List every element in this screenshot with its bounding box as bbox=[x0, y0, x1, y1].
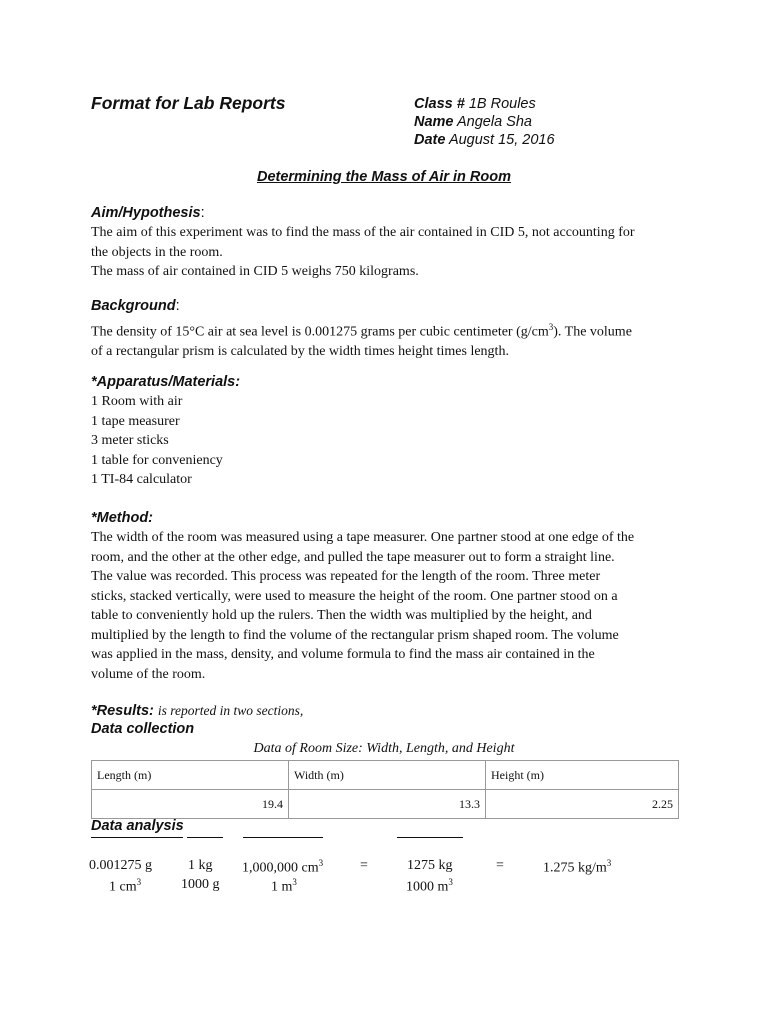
data-collection-heading: Data collection bbox=[91, 721, 195, 737]
table-header-cell: Width (m) bbox=[289, 761, 486, 790]
fraction-bar bbox=[397, 837, 463, 838]
term2-numerator: 1 kg bbox=[188, 858, 213, 873]
aim-line: The mass of air contained in CID 5 weighs 750 kilograms. bbox=[91, 264, 419, 279]
data-analysis-heading: Data analysis bbox=[91, 818, 184, 834]
class-line bbox=[414, 96, 536, 112]
date-label: Date bbox=[414, 132, 446, 148]
name-label: Name bbox=[414, 114, 454, 130]
table-header-row bbox=[92, 761, 679, 790]
method-line: The width of the room was measured using a tape measurer. One partner stood at one edge of the bbox=[91, 530, 635, 545]
results-heading: *Results: is reported in two sections, bbox=[91, 703, 304, 719]
method-line: sticks, stacked vertically, were used to measure the height of the room. One partner stood on a bbox=[91, 588, 618, 604]
term3-denominator: 1 $m^3$ bbox=[271, 877, 297, 895]
name-value: Angela Sha bbox=[457, 114, 532, 130]
equals-sign: = bbox=[496, 858, 504, 873]
aim-line: The aim of this experiment was to find the mass of the air contained in CID 5, not accounting for bbox=[91, 225, 635, 240]
fraction-bar bbox=[91, 837, 183, 838]
aim-line: the objects in the room. bbox=[91, 244, 223, 260]
method-heading: *Method: bbox=[91, 510, 154, 526]
method-line: volume of the room. bbox=[91, 666, 206, 682]
background-text bbox=[91, 318, 632, 362]
result-denominator: 1000 $m^3$ bbox=[406, 877, 453, 895]
term1-numerator: 0.001275 g bbox=[89, 858, 152, 873]
results-note: is reported in two sections, bbox=[157, 703, 304, 718]
aim-text bbox=[91, 223, 635, 282]
background-heading: Background: bbox=[91, 298, 180, 314]
method-line: was applied in the mass, density, and volume formula to find the mass air contained in the bbox=[91, 647, 595, 662]
fraction-bar bbox=[187, 837, 223, 838]
equals-sign: = bbox=[360, 858, 368, 873]
apparatus-heading: *Apparatus/Materials: bbox=[91, 374, 241, 390]
table-cell: 19.4 bbox=[92, 790, 289, 819]
method-text bbox=[91, 528, 634, 684]
method-line: table to conveniently hold up the rulers. Then the width was multiplied by the height, and bbox=[91, 608, 592, 623]
table-row bbox=[92, 790, 679, 819]
date-value: August 15, 2016 bbox=[448, 132, 555, 148]
background-line: of a rectangular prism is calculated by the width times height times length. bbox=[91, 344, 509, 360]
room-size-table bbox=[91, 760, 679, 819]
result-numerator: 1275 kg bbox=[407, 858, 453, 873]
date-line bbox=[414, 132, 555, 148]
list-item: 1 tape measurer bbox=[91, 413, 180, 429]
class-label: Class # bbox=[414, 96, 465, 112]
experiment-title: Determining the Mass of Air in Room bbox=[256, 169, 512, 185]
background-line: The density of 15°C air at sea level is 0.001275 grams per cubic centimeter $(g/cm^3)$. The volume bbox=[91, 322, 632, 340]
table-header-cell: Length (m) bbox=[92, 761, 289, 790]
table-cell: 13.3 bbox=[289, 790, 486, 819]
list-item: 1 TI-84 calculator bbox=[91, 472, 192, 487]
aim-heading: Aim/Hypothesis: bbox=[91, 205, 205, 221]
term2-denominator: 1000 g bbox=[181, 877, 220, 892]
list-item: 1 table for conveniency bbox=[91, 452, 223, 468]
fraction-bar bbox=[243, 837, 323, 838]
apparatus-list bbox=[91, 392, 223, 490]
table-cell: 2.25 bbox=[486, 790, 679, 819]
term3-numerator: 1,000,000 $cm^3$ bbox=[242, 858, 324, 876]
method-line: The value was recorded. This process was repeated for the length of the room. Three meter bbox=[91, 569, 601, 584]
term1-denominator: 1 $cm^3$ bbox=[109, 877, 142, 895]
table-caption: Data of Room Size: Width, Length, and Height bbox=[253, 741, 515, 756]
class-value: 1B Roules bbox=[468, 96, 536, 112]
document-title: Format for Lab Reports bbox=[91, 93, 286, 113]
table-header-cell: Height (m) bbox=[486, 761, 679, 790]
method-line: multiplied by the length to find the volume of the rectangular prism shaped room. The volume bbox=[91, 627, 619, 643]
name-line bbox=[414, 114, 532, 130]
method-line: room, and the other at the other edge, and pulled the tape measurer out to form a straight line. bbox=[91, 549, 615, 565]
final-result: 1.275 $kg/m^3$ bbox=[543, 858, 612, 876]
list-item: 3 meter sticks bbox=[91, 433, 169, 448]
list-item: 1 Room with air bbox=[91, 394, 183, 409]
